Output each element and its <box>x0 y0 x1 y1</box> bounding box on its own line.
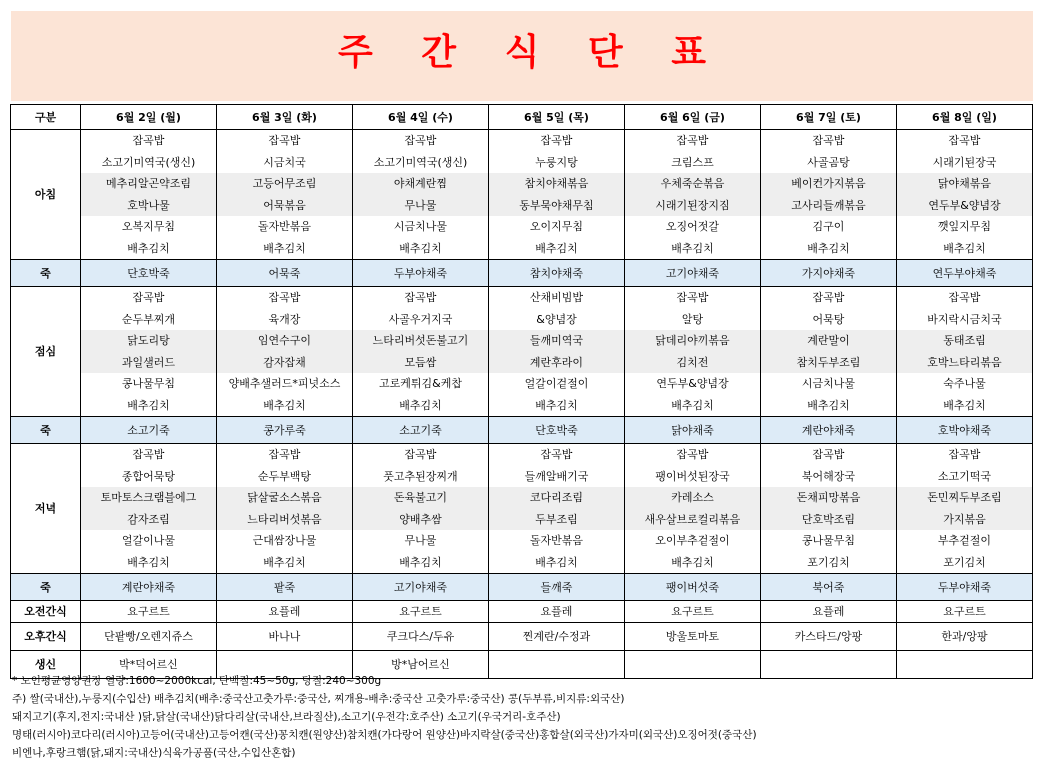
menu-item: 잡곡밥 <box>404 291 437 304</box>
menu-item: 카레소스 <box>625 487 760 509</box>
porridge-cell: 계란야채죽 <box>761 417 897 444</box>
menu-item: 호박느타리볶음 <box>897 352 1032 374</box>
menu-item: 참치두부조림 <box>761 352 896 374</box>
weekly-menu-table <box>10 104 1033 679</box>
menu-item: 잡곡밥 <box>676 291 709 304</box>
am-snack-cell: 요플레 <box>761 601 897 623</box>
dinner-cell <box>897 444 1033 574</box>
breakfast-cell <box>217 130 353 260</box>
lunch-cell <box>217 287 353 417</box>
menu-item: 연두부&양념장 <box>656 377 729 390</box>
dinner-cell <box>353 444 489 574</box>
breakfast-cell <box>625 130 761 260</box>
menu-item: 배추김치 <box>535 555 578 569</box>
am-snack-cell: 요플레 <box>217 601 353 623</box>
breakfast-cell <box>353 130 489 260</box>
am-snack-cell: 요구르트 <box>81 601 217 623</box>
porridge-cell: 고기야채죽 <box>625 260 761 287</box>
menu-item: 돈채피망볶음 <box>761 487 896 509</box>
menu-item: 토마토스크램블에그 <box>81 487 216 509</box>
menu-item: 동부묵야채무침 <box>489 195 624 217</box>
menu-item: 크림스프 <box>671 155 714 169</box>
lunch-label: 점심 <box>11 287 81 417</box>
menu-item: 잡곡밥 <box>268 448 301 461</box>
am-snack-cell: 요구르트 <box>897 601 1033 623</box>
menu-item: 고로케튀김&케찹 <box>379 377 462 390</box>
menu-item: &양념장 <box>536 312 577 326</box>
note-line: 비엔나,후랑크햄(닭,돼지:국내산)식육가공품(국산,수입산혼합) <box>12 747 296 759</box>
lunch-cell <box>489 287 625 417</box>
menu-item: 김구이 <box>812 220 845 233</box>
am-snack-row <box>11 601 1033 623</box>
menu-item: 잡곡밥 <box>948 134 981 147</box>
am-snack-cell: 요구르트 <box>625 601 761 623</box>
breakfast-cell <box>897 130 1033 260</box>
menu-item: 돌자반볶음 <box>529 534 584 547</box>
menu-item: 느타리버섯돈불고기 <box>353 330 488 352</box>
menu-item: 고등어무조림 <box>217 173 352 195</box>
menu-item: 잡곡밥 <box>268 134 301 147</box>
menu-item: 잡곡밥 <box>948 448 981 461</box>
menu-item: 새우살브로컬리볶음 <box>625 509 760 531</box>
menu-item: 임연수구이 <box>217 330 352 352</box>
lunch-cell <box>81 287 217 417</box>
breakfast-label: 아침 <box>11 130 81 260</box>
pm-snack-cell: 쿠크다스/두유 <box>353 623 489 651</box>
menu-item: 배추김치 <box>263 241 306 255</box>
menu-item: 숙주나물 <box>943 377 986 390</box>
header-day: 6월 7일 (토) <box>761 105 897 130</box>
menu-item: 배추김치 <box>671 398 714 412</box>
menu-item: 사골우거지국 <box>388 312 453 326</box>
menu-item: 들깨알배기국 <box>524 469 589 483</box>
title-banner <box>11 11 1033 101</box>
menu-item: 북어해장국 <box>801 469 856 483</box>
porridge-cell: 두부야채죽 <box>897 574 1033 601</box>
lunch-cell <box>625 287 761 417</box>
menu-item: 근대쌈장나물 <box>252 534 317 547</box>
menu-item: 잡곡밥 <box>676 134 709 147</box>
menu-item: 연두부&양념장 <box>897 195 1032 217</box>
menu-item: 산채비빔밥 <box>529 291 584 304</box>
menu-item: 닭데리야끼볶음 <box>625 330 760 352</box>
menu-item: 배추김치 <box>399 555 442 569</box>
menu-item: 소고기미역국(생신) <box>101 155 196 169</box>
menu-item: 시금치나물 <box>393 220 448 233</box>
pm-snack-cell: 찐계란/수정과 <box>489 623 625 651</box>
porridge-cell: 호박야채죽 <box>897 417 1033 444</box>
porridge-cell: 팥죽 <box>217 574 353 601</box>
menu-item: 참치야채볶음 <box>489 173 624 195</box>
menu-item: 잡곡밥 <box>812 134 845 147</box>
menu-item: 순두부백탕 <box>257 469 312 483</box>
am-snack-cell: 요구르트 <box>353 601 489 623</box>
menu-item: 배추김치 <box>263 398 306 412</box>
menu-item: 잡곡밥 <box>948 291 981 304</box>
menu-item: 양배추쌈 <box>353 509 488 531</box>
menu-item: 감자조림 <box>81 509 216 531</box>
porridge-cell: 두부야채죽 <box>353 260 489 287</box>
note-line: * 노인평균영양권장 열량:1600~2000kcal, 단백질:45~50g, 당질:240~300g <box>12 675 382 687</box>
menu-item: 포기김치 <box>807 555 850 569</box>
menu-item: 시래기된장국 <box>932 155 997 169</box>
lunch-cell <box>897 287 1033 417</box>
menu-item: 배추김치 <box>127 398 170 412</box>
header-day: 6월 8일 (일) <box>897 105 1033 130</box>
nutrition-origin-notes <box>12 672 1032 762</box>
menu-item: 잡곡밥 <box>132 448 165 461</box>
menu-item: 잡곡밥 <box>268 291 301 304</box>
menu-item: 육개장 <box>268 312 301 326</box>
porridge-cell: 북어죽 <box>761 574 897 601</box>
menu-item: 사골곰탕 <box>807 155 850 169</box>
header-day: 6월 4일 (수) <box>353 105 489 130</box>
porridge-cell: 들깨죽 <box>489 574 625 601</box>
menu-item: 팽이버섯된장국 <box>655 469 730 483</box>
porridge-cell: 참치야채죽 <box>489 260 625 287</box>
porridge-cell: 소고기죽 <box>353 417 489 444</box>
dinner-cell <box>489 444 625 574</box>
menu-item: 배추김치 <box>263 555 306 569</box>
menu-item: 잡곡밥 <box>404 134 437 147</box>
birthday-cell: 방*남어르신 <box>353 651 489 679</box>
menu-item: 시금치나물 <box>801 377 856 390</box>
header-day: 6월 6일 (금) <box>625 105 761 130</box>
menu-item: 무나물 <box>404 534 437 547</box>
menu-item: 얼갈이겉절이 <box>524 377 589 390</box>
menu-item: 부추겉절이 <box>937 534 992 547</box>
dinner-cell <box>81 444 217 574</box>
dinner-cell <box>625 444 761 574</box>
menu-item: 풋고추된장찌개 <box>383 469 458 483</box>
menu-item: 순두부찌개 <box>121 312 176 326</box>
porridge-row <box>11 260 1033 287</box>
menu-item: 배추김치 <box>399 398 442 412</box>
dinner-row <box>11 444 1033 574</box>
pm-snack-cell: 한과/앙팡 <box>897 623 1033 651</box>
dinner-cell <box>761 444 897 574</box>
birthday-cell: 박*덕어르신 <box>81 651 217 679</box>
menu-item: 알탕 <box>681 312 704 326</box>
menu-item: 얼갈이나물 <box>121 534 176 547</box>
menu-item: 코다리조림 <box>489 487 624 509</box>
breakfast-row <box>11 130 1033 260</box>
porridge-row <box>11 574 1033 601</box>
menu-item: 배추김치 <box>671 555 714 569</box>
note-line: 주) 쌀(국내산),누룽지(수입산) 배추김치(배추:중국산고춧가루:중국산, 찌개용-배추:중국산 고춧가루:중국산) 콩(두부류,비지류:외국산) <box>12 693 625 705</box>
pm-snack-cell: 카스타드/앙팡 <box>761 623 897 651</box>
menu-item: 오징어젓갈 <box>665 220 720 233</box>
porridge-cell: 닭야채죽 <box>625 417 761 444</box>
menu-item: 잡곡밥 <box>540 134 573 147</box>
menu-item: 무나물 <box>353 195 488 217</box>
menu-item: 잡곡밥 <box>812 448 845 461</box>
menu-item: 양배추샐러드*피넛소스 <box>228 377 341 390</box>
menu-item: 어묵탕 <box>812 312 845 326</box>
menu-item: 동태조림 <box>897 330 1032 352</box>
lunch-cell <box>353 287 489 417</box>
porridge-cell: 연두부야채죽 <box>897 260 1033 287</box>
menu-item: 잡곡밥 <box>132 291 165 304</box>
menu-item: 배추김치 <box>127 555 170 569</box>
porridge-cell: 단호박죽 <box>81 260 217 287</box>
menu-item: 두부조림 <box>489 509 624 531</box>
menu-item: 잡곡밥 <box>132 134 165 147</box>
menu-item: 모듬쌈 <box>353 352 488 374</box>
pm-snack-row <box>11 623 1033 651</box>
menu-item: 어묵볶음 <box>217 195 352 217</box>
pm-snack-cell: 단팥빵/오렌지쥬스 <box>81 623 217 651</box>
menu-item: 들깨미역국 <box>489 330 624 352</box>
porridge-cell: 콩가루죽 <box>217 417 353 444</box>
menu-item: 배추김치 <box>671 241 714 255</box>
menu-item: 김치전 <box>625 352 760 374</box>
breakfast-cell <box>489 130 625 260</box>
menu-item: 가지볶음 <box>897 509 1032 531</box>
menu-item: 닭야채볶음 <box>897 173 1032 195</box>
menu-item: 배추김치 <box>535 398 578 412</box>
pm-snack-cell: 바나나 <box>217 623 353 651</box>
menu-item: 콩나물무침 <box>801 534 856 547</box>
menu-item: 돈육불고기 <box>353 487 488 509</box>
am-snack-label: 오전간식 <box>11 601 81 623</box>
menu-item: 돈민찌두부조림 <box>897 487 1032 509</box>
porridge-label: 죽 <box>11 417 81 444</box>
lunch-row <box>11 287 1033 417</box>
porridge-cell: 계란야채죽 <box>81 574 217 601</box>
am-snack-cell: 요플레 <box>489 601 625 623</box>
header-day: 6월 3일 (화) <box>217 105 353 130</box>
menu-item: 고사리들깨볶음 <box>761 195 896 217</box>
header-day: 6월 2일 (월) <box>81 105 217 130</box>
porridge-cell: 어묵죽 <box>217 260 353 287</box>
birthday-label: 생신 <box>11 651 81 679</box>
menu-item: 오이부추겉절이 <box>655 534 730 547</box>
porridge-cell: 팽이버섯죽 <box>625 574 761 601</box>
menu-item: 오복지무침 <box>121 220 176 233</box>
menu-item: 포기김치 <box>943 555 986 569</box>
menu-item: 소고기떡국 <box>937 469 992 483</box>
menu-item: 잡곡밥 <box>404 448 437 461</box>
note-line: 명태(러시아)코다리(러시아)고등어(국내산)고등어캔(국산)꽁치캔(원양산)참치캔(가다랑어 원양산)바지락살(중국산)홍합살(외국산)가자미(외국산)오징어젓(중국산) <box>12 729 757 741</box>
menu-item: 배추김치 <box>807 398 850 412</box>
menu-item: 느타리버섯볶음 <box>217 509 352 531</box>
menu-item: 배추김치 <box>943 398 986 412</box>
menu-item: 누룽지탕 <box>535 155 578 169</box>
lunch-cell <box>761 287 897 417</box>
menu-item: 시금치국 <box>263 155 306 169</box>
porridge-cell: 가지야채죽 <box>761 260 897 287</box>
menu-item: 우체죽순볶음 <box>625 173 760 195</box>
note-line: 돼지고기(후지,전지:국내산 )닭,닭살(국내산)닭다리살(국내산,브라질산),소고기(우전각:호주산) 소고기(우국거리-호주산) <box>12 711 561 723</box>
menu-item: 배추김치 <box>807 241 850 255</box>
header-row <box>11 105 1033 130</box>
menu-item: 감자잡채 <box>217 352 352 374</box>
menu-item: 닭도리탕 <box>81 330 216 352</box>
menu-item: 종합어묵탕 <box>121 469 176 483</box>
dinner-cell <box>217 444 353 574</box>
menu-item: 배추김치 <box>535 241 578 255</box>
porridge-row <box>11 417 1033 444</box>
header-label: 구분 <box>11 105 81 130</box>
porridge-label: 죽 <box>11 574 81 601</box>
menu-item: 소고기미역국(생신) <box>373 155 468 169</box>
menu-item: 시래기된장지짐 <box>625 195 760 217</box>
menu-item: 깻잎지무침 <box>937 220 992 233</box>
porridge-cell: 고기야채죽 <box>353 574 489 601</box>
porridge-label: 죽 <box>11 260 81 287</box>
menu-item: 잡곡밥 <box>676 448 709 461</box>
menu-item: 배추김치 <box>399 241 442 255</box>
menu-item: 잡곡밥 <box>540 448 573 461</box>
menu-item: 배추김치 <box>943 241 986 255</box>
pm-snack-label: 오후간식 <box>11 623 81 651</box>
menu-item: 콩나물무침 <box>121 377 176 390</box>
porridge-cell: 단호박죽 <box>489 417 625 444</box>
breakfast-cell <box>761 130 897 260</box>
page-title: 주 간 식 단 표 <box>337 32 706 73</box>
menu-item: 바지락시금치국 <box>927 312 1002 326</box>
dinner-label: 저녁 <box>11 444 81 574</box>
menu-item: 호박나물 <box>81 195 216 217</box>
menu-item: 잡곡밥 <box>812 291 845 304</box>
header-day: 6월 5일 (목) <box>489 105 625 130</box>
menu-item: 배추김치 <box>127 241 170 255</box>
menu-item: 돌자반볶음 <box>257 220 312 233</box>
menu-item: 계란후라이 <box>489 352 624 374</box>
porridge-cell: 소고기죽 <box>81 417 217 444</box>
menu-item: 메추리알곤약조림 <box>81 173 216 195</box>
menu-item: 단호박조림 <box>761 509 896 531</box>
pm-snack-cell: 방울토마토 <box>625 623 761 651</box>
menu-item: 베이컨가지볶음 <box>761 173 896 195</box>
menu-item: 오이지무침 <box>529 220 584 233</box>
menu-item: 닭살굴소스볶음 <box>217 487 352 509</box>
menu-item: 과일샐러드 <box>81 352 216 374</box>
menu-item: 계란말이 <box>761 330 896 352</box>
menu-item: 야채계란찜 <box>353 173 488 195</box>
breakfast-cell <box>81 130 217 260</box>
